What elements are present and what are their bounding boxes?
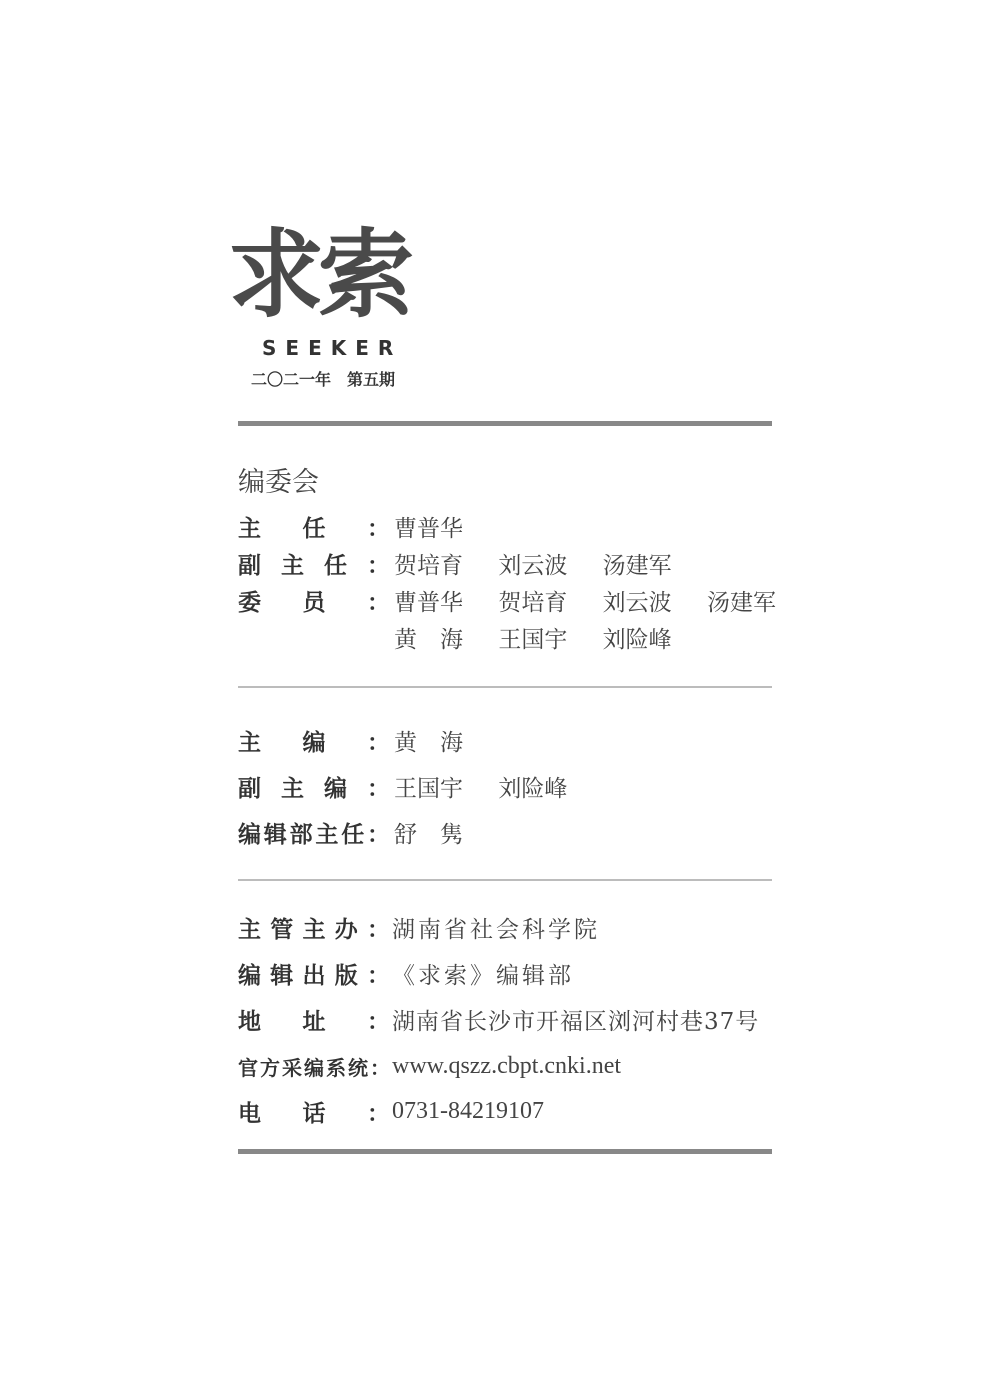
info-row-website xyxy=(238,1048,621,1084)
person-name: 王国宇 xyxy=(394,775,463,802)
row-label: 主任： xyxy=(238,515,390,542)
row-label: 委员： xyxy=(238,589,390,616)
row-label: 主管主办： xyxy=(238,916,390,943)
info-row-phone xyxy=(238,1093,544,1129)
row-value: 0731-84219107 xyxy=(392,1097,544,1124)
row-names xyxy=(394,724,463,757)
row-label: 编辑出版： xyxy=(238,962,390,989)
person-name: 贺培育 xyxy=(394,552,463,579)
row-label: 编辑部主任： xyxy=(238,821,390,848)
row-value: 《求索》编辑部 xyxy=(392,962,574,989)
info-row-publisher xyxy=(238,955,574,991)
editor-row-deputy xyxy=(238,768,567,804)
row-label: 副主编： xyxy=(238,775,390,802)
row-label: 官方采编系统： xyxy=(238,1055,390,1080)
person-name: 刘险峰 xyxy=(602,626,672,653)
person-name: 汤建军 xyxy=(706,589,776,616)
row-label: 地址： xyxy=(238,1008,390,1035)
person-name: 曹普华 xyxy=(394,589,463,616)
info-row-sponsor xyxy=(238,909,600,945)
row-label: 副主任： xyxy=(238,552,390,579)
committee-row-deputy-director xyxy=(238,545,672,581)
person-name: 刘云波 xyxy=(498,552,568,579)
person-name: 舒 隽 xyxy=(394,821,463,848)
issue-number: 二〇二一年 第五期 xyxy=(251,370,396,389)
row-names xyxy=(394,621,672,654)
info-row-address xyxy=(238,1001,759,1037)
committee-row-members-cont xyxy=(238,619,672,655)
person-name: 刘险峰 xyxy=(498,775,568,802)
person-name: 贺培育 xyxy=(498,589,568,616)
row-names xyxy=(394,547,672,580)
section-divider xyxy=(238,686,772,688)
committee-title: 编委会 xyxy=(238,467,319,498)
journal-english-name: SEEKER xyxy=(262,336,403,360)
editor-row-chief xyxy=(238,722,463,758)
row-label: 电话： xyxy=(238,1100,390,1127)
committee-row-members xyxy=(238,582,776,618)
top-divider xyxy=(238,421,772,426)
section-divider xyxy=(238,879,772,881)
person-name: 黄 海 xyxy=(394,626,463,653)
row-value: 湖南省长沙市开福区浏河村巷37号 xyxy=(392,1008,760,1035)
person-name: 汤建军 xyxy=(602,552,672,579)
row-names xyxy=(394,510,463,543)
bottom-divider xyxy=(238,1149,772,1154)
committee-row-director xyxy=(238,508,463,544)
row-value: 湖南省社会科学院 xyxy=(392,916,600,943)
person-name: 王国宇 xyxy=(498,626,568,653)
row-label: 主编： xyxy=(238,729,390,756)
person-name: 曹普华 xyxy=(394,515,463,542)
row-names xyxy=(394,584,776,617)
row-names xyxy=(394,816,463,849)
person-name: 刘云波 xyxy=(602,589,672,616)
row-value[interactable]: www.qszz.cbpt.cnki.net xyxy=(392,1052,622,1079)
row-names xyxy=(394,770,567,803)
journal-logo: 求索 xyxy=(228,218,408,331)
editor-row-office-director xyxy=(238,814,463,850)
person-name: 黄 海 xyxy=(394,729,463,756)
